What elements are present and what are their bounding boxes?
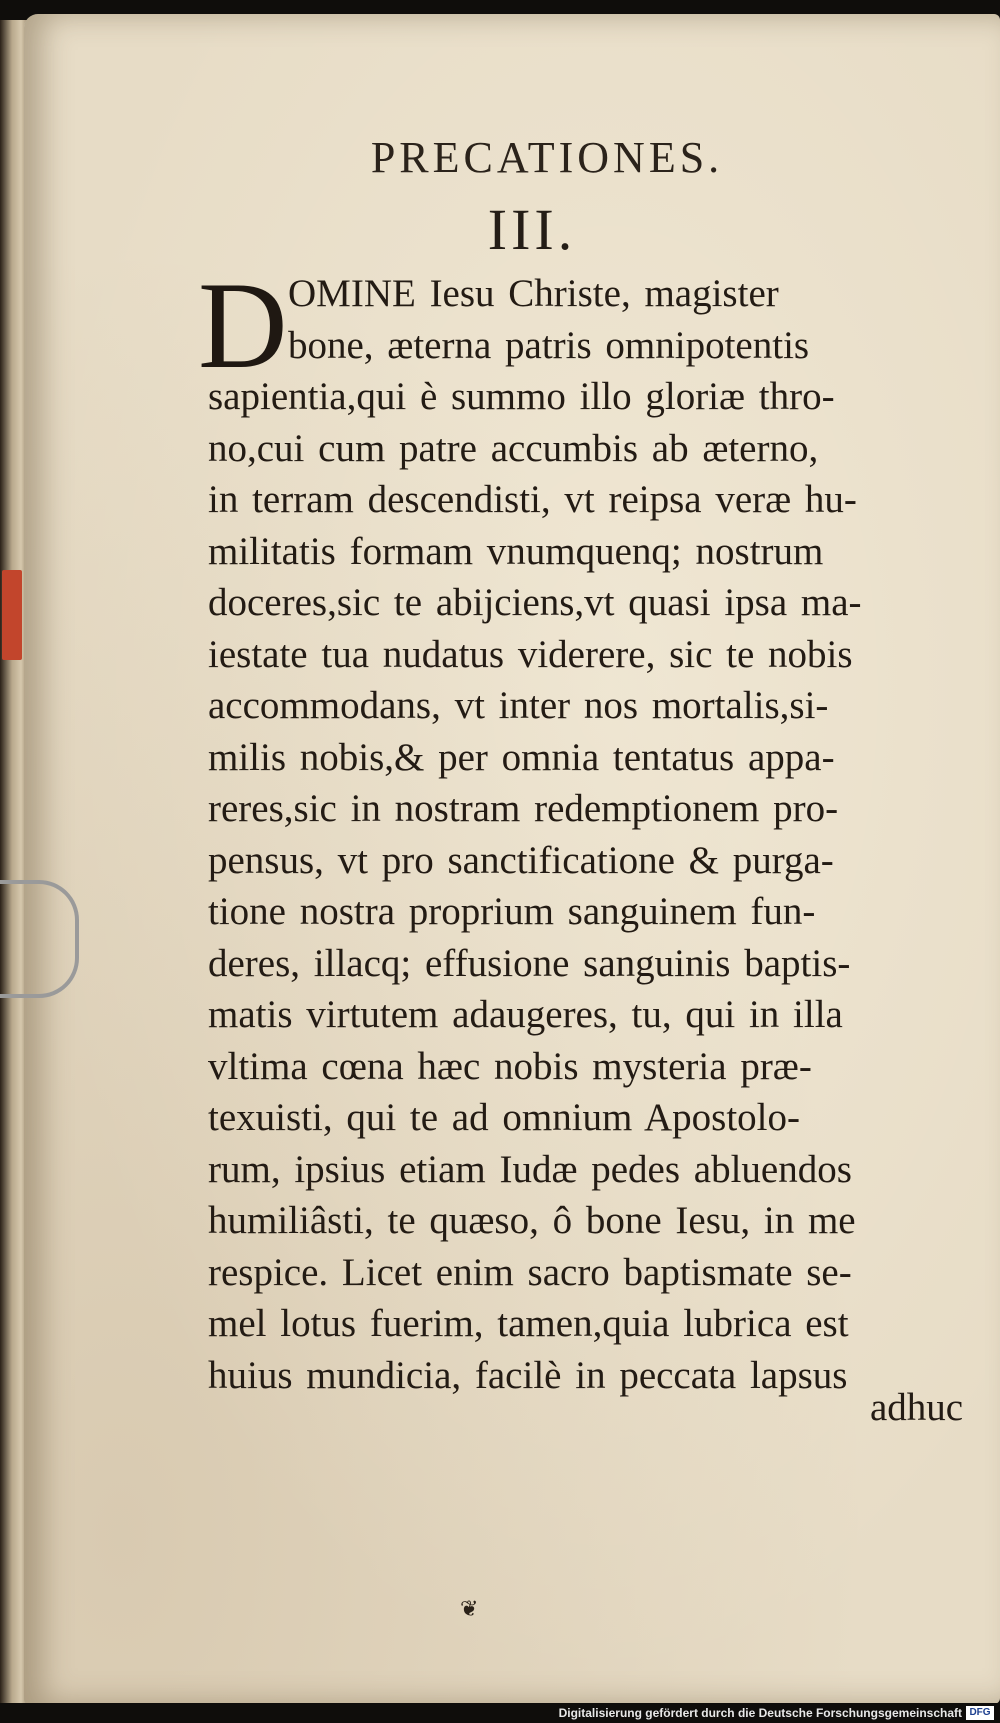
text-line: reres,sic in nostram redemptionem pro-	[208, 787, 839, 830]
text-line: militatis formam vnumquenq; nostrum	[208, 529, 824, 573]
text-line: sapientia,qui è summo illo gloriæ thro-	[208, 375, 835, 418]
catchword: adhuc	[870, 1386, 964, 1429]
prayer-text	[208, 268, 978, 1401]
text-line: humiliâsti, te quæso, ô bone Iesu, in me	[208, 1199, 856, 1242]
text-line: in terram descendisti, vt reipsa veræ hu-	[208, 478, 857, 521]
drop-cap: D	[198, 257, 288, 394]
text-line: OMINE Iesu Christe, magister	[288, 272, 779, 315]
text-line: no,cui cum patre accumbis ab æterno,	[208, 426, 819, 470]
text-line: accommodans, vt inter nos mortalis,si-	[208, 684, 829, 727]
signature-mark: ❦	[460, 1597, 479, 1622]
chapter-number: III.	[487, 197, 577, 262]
text-line: matis virtutem adaugeres, tu, qui in illa	[208, 993, 843, 1036]
text-line: pensus, vt pro sanctificatione & purga-	[208, 838, 834, 882]
funding-credit: Digitalisierung gefördert durch die Deutsche Forschungsgemeinschaft	[558, 1706, 962, 1720]
text-line: vltima cœna hæc nobis mysteria præ-	[208, 1044, 812, 1088]
text-line: bone, æterna patris omnipotentis	[288, 323, 810, 367]
text-line: huius mundicia, facilè in peccata lapsus	[208, 1353, 848, 1397]
page-clip	[0, 880, 79, 998]
dfg-logo-icon: DFG	[966, 1706, 994, 1720]
text-line: deres, illacq; effusione sanguinis baptis-	[208, 941, 851, 985]
text-line: respice. Licet enim sacro baptismate se-	[208, 1250, 852, 1294]
text-line: iestate tua nudatus viderere, sic te nobis	[208, 632, 853, 676]
bookmark-ribbon	[2, 570, 22, 660]
text-line: doceres,sic te abijciens,vt quasi ipsa ma-	[208, 581, 862, 624]
footer-bar	[0, 1703, 1000, 1723]
text-line: tione nostra proprium sanguinem fun-	[208, 890, 816, 933]
text-line: rum, ipsius etiam Iudæ pedes abluendos	[208, 1147, 852, 1191]
text-line: mel lotus fuerim, tamen,quia lubrica est	[208, 1302, 849, 1345]
text-line: milis nobis,& per omnia tentatus appa-	[208, 735, 835, 779]
text-line: texuisti, qui te ad omnium Apostolo-	[208, 1096, 800, 1139]
running-head: PRECATIONES.	[370, 133, 724, 182]
